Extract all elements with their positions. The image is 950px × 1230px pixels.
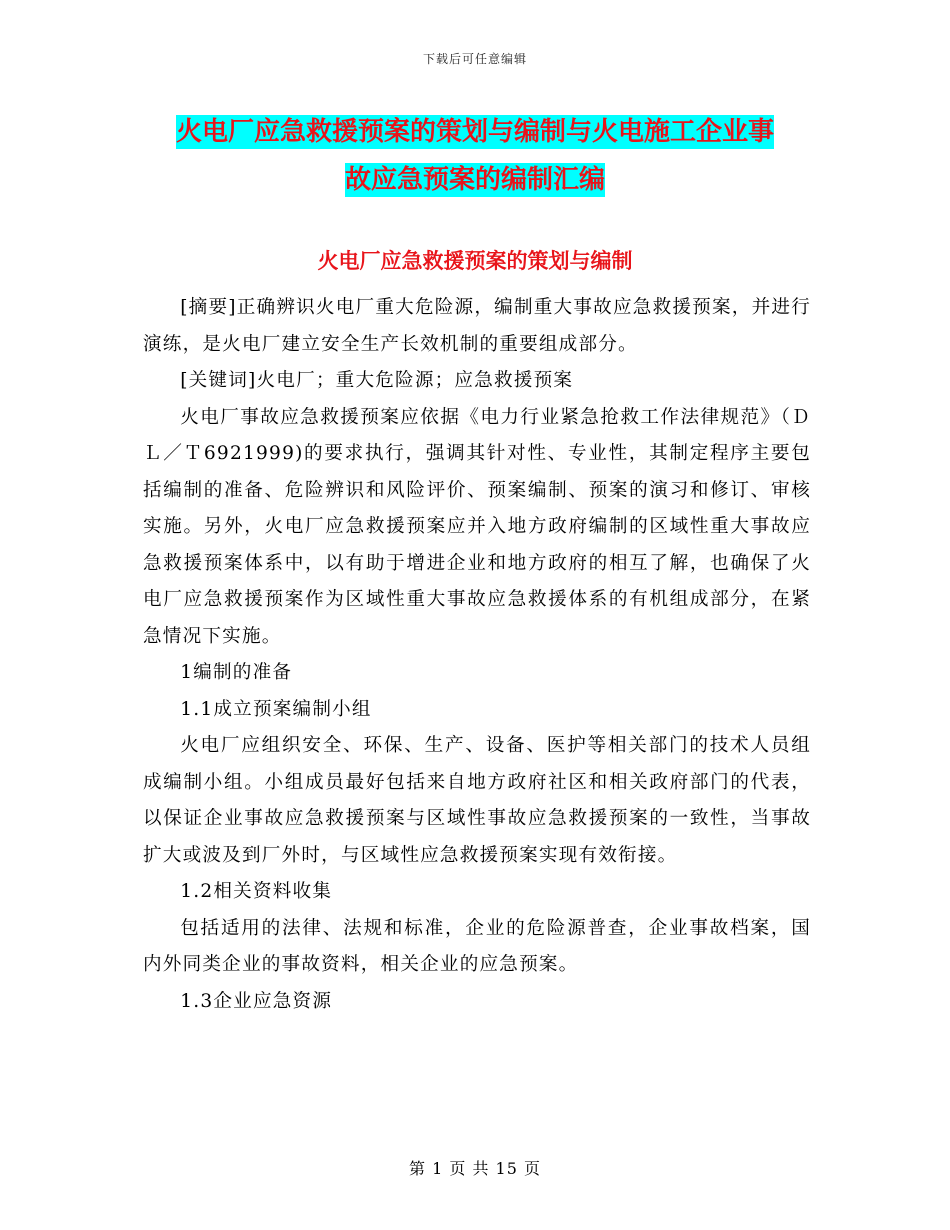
paragraph-1-2: 包括适用的法律、法规和标准，企业的危险源普查，企业事故档案，国内外同类企业的事故资料，相关企业的应急预案。 [143,917,811,975]
heading-1-1: 1.1成立预案编制小组 [180,698,372,720]
document-title [140,108,810,204]
header-note: 下载后可任意编辑 [422,52,527,66]
paragraph-1-1: 火电厂应组织安全、环保、生产、设备、医护等相关部门的技术人员组成编制小组。小组成员最好包括来自地方政府社区和相关政府部门的代表，以保证企业事故应急救援预案与区域性事故应急救援预案的一致性，当事故扩大或波及到厂外时，与区域性应急救援预案实现有效衔接。 [143,735,811,866]
abstract-paragraph: [摘要]正确辨识火电厂重大危险源，编制重大事故应急救援预案，并进行演练，是火电厂建立安全生产长效机制的重要组成部分。 [143,297,811,355]
intro-paragraph: 火电厂事故应急救援预案应依据《电力行业紧急抢救工作法律规范》（ＤＬ／Ｔ6921999)的要求执行，强调其针对性、专业性，其制定程序主要包括编制的准备、危险辨识和风险评价、预案编制、预案的演习和修订、审核实施。另外，火电厂应急救援预案应并入地方政府编制的区域性重大事故应急救援预案体系中，以有助于增进企业和地方政府的相互了解，也确保了火电厂应急救援预案作为区域性重大事故应急救援体系的有机组成部分，在紧急情况下实施。 [143,406,811,647]
section-title: 火电厂应急救援预案的策划与编制 [317,249,633,273]
page-footer: 第 1 页 共 15 页 [409,1159,541,1178]
body-text [143,290,811,1020]
heading-1-2: 1.2相关资料收集 [180,881,333,902]
heading-1: 1编制的准备 [180,662,293,683]
keywords-paragraph: [关键词]火电厂；重大危险源；应急救援预案 [180,370,574,391]
title-line-2: 故应急预案的编制汇编 [344,165,605,195]
title-line-1: 火电厂应急救援预案的策划与编制与火电施工企业事 [175,117,774,147]
heading-1-3: 1.3企业应急资源 [180,990,333,1012]
